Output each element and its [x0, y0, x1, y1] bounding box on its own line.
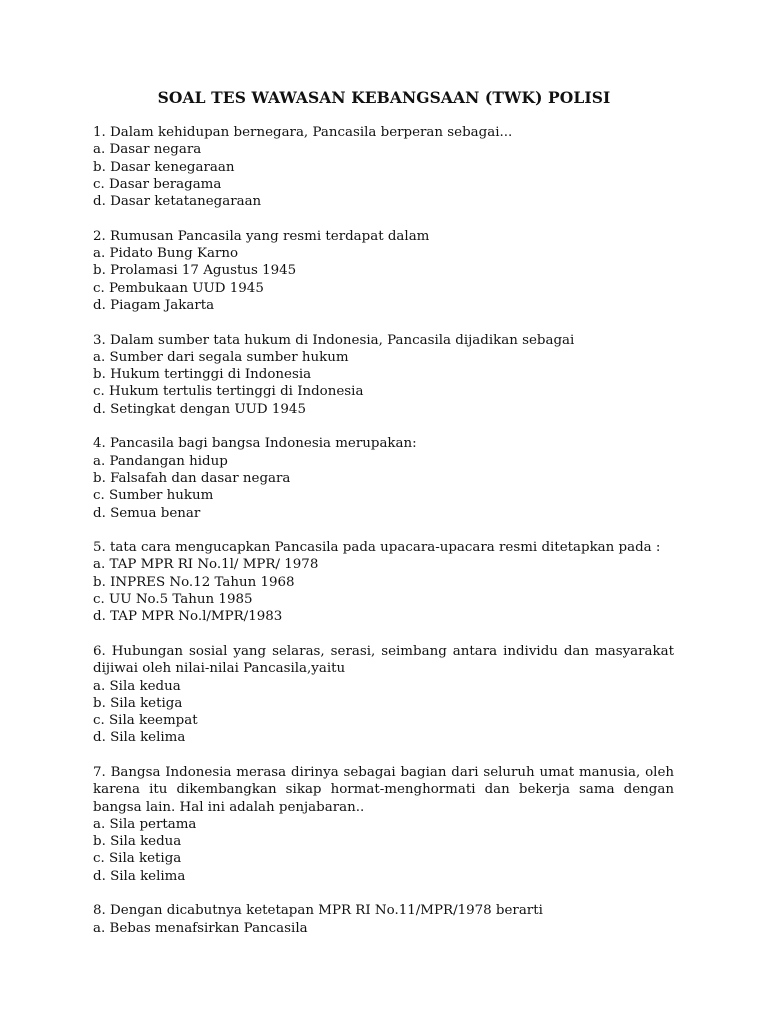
option-d: d. Dasar ketatanegaraan: [93, 194, 262, 210]
question-text: 1. Dalam kehidupan bernegara, Pancasila berperan sebagai...: [93, 125, 513, 140]
question-6: [93, 643, 674, 747]
option-d: d. TAP MPR No.l/MPR/1983: [93, 609, 283, 625]
option-d: d. Sila kelima: [93, 730, 186, 746]
option-a: a. Bebas menafsirkan Pancasila: [93, 920, 308, 936]
option-d: d. Sila kelima: [93, 868, 186, 884]
question-text: 3. Dalam sumber tata hukum di Indonesia, Pancasila dijadikan sebagai: [93, 332, 575, 348]
option-a: a. TAP MPR RI No.1l/ MPR/ 1978: [93, 557, 319, 573]
option-d: d. Semua benar: [93, 505, 201, 521]
option-a: a. Sila kedua: [93, 678, 181, 694]
option-d: d. Setingkat dengan UUD 1945: [93, 401, 306, 417]
question-1: [93, 124, 674, 210]
question-3: [93, 332, 674, 418]
question-7: [93, 764, 674, 885]
question-text: 5. tata cara mengucapkan Pancasila pada upacara-upacara resmi ditetapkan pada :: [93, 540, 661, 556]
option-c: c. Pembukaan UUD 1945: [93, 280, 264, 296]
option-c: c. Hukum tertulis tertinggi di Indonesia: [93, 384, 364, 400]
option-a: a. Sila pertama: [93, 816, 197, 832]
question-text: 2. Rumusan Pancasila yang resmi terdapat dalam: [93, 228, 430, 244]
option-b: b. Sila kedua: [93, 834, 182, 850]
question-text: 7. Bangsa Indonesia merasa dirinya sebagai bagian dari seluruh umat manusia, oleh karena itu dikembangkan sikap hormat-menghormati dan bekerja sama dengan bangsa lain. Hal ini adalah penjabaran..: [93, 764, 674, 815]
option-a: a. Sumber dari segala sumber hukum: [93, 349, 349, 365]
option-b: b. Falsafah dan dasar negara: [93, 470, 291, 486]
option-c: c. Sila ketiga: [93, 851, 182, 867]
option-b: b. Dasar kenegaraan: [93, 159, 235, 175]
question-text: 4. Pancasila bagi bangsa Indonesia merupakan:: [93, 436, 417, 452]
option-c: c. Sila keempat: [93, 713, 198, 729]
option-b: b. INPRES No.12 Tahun 1968: [93, 574, 295, 590]
question-5: [93, 539, 674, 625]
option-c: c. Dasar beragama: [93, 176, 222, 192]
option-b: b. Hukum tertinggi di Indonesia: [93, 367, 312, 383]
option-a: a. Pandangan hidup: [93, 453, 228, 469]
question-4: [93, 435, 674, 521]
option-b: b. Prolamasi 17 Agustus 1945: [93, 263, 297, 279]
option-c: c. Sumber hukum: [93, 488, 214, 504]
question-2: [93, 228, 674, 314]
question-8: [93, 902, 674, 937]
option-a: a. Dasar negara: [93, 142, 202, 158]
question-text: 8. Dengan dicabutnya ketetapan MPR RI No.11/MPR/1978 berarti: [93, 903, 543, 919]
page-title: SOAL TES WAWASAN KEBANGSAAN (TWK) POLISI: [157, 88, 611, 107]
option-b: b. Sila ketiga: [93, 695, 183, 711]
option-d: d. Piagam Jakarta: [93, 297, 215, 313]
option-a: a. Pidato Bung Karno: [93, 246, 239, 262]
option-c: c. UU No.5 Tahun 1985: [93, 592, 253, 608]
question-list: [93, 124, 674, 954]
question-text: 6. Hubungan sosial yang selaras, serasi, seimbang antara individu dan masyarakat dijiwai oleh nilai-nilai Pancasila,yaitu: [93, 643, 674, 677]
